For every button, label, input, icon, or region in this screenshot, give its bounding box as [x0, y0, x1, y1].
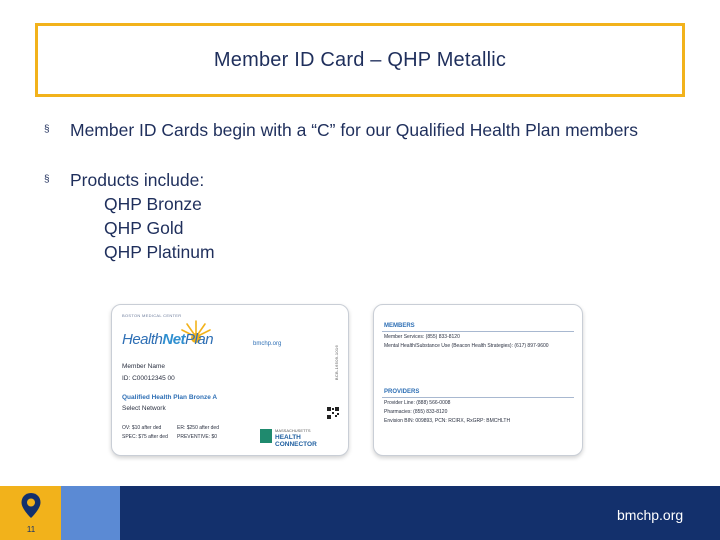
page-number: 11: [26, 525, 36, 534]
member-services-line: Member Services: (855) 833-8120: [384, 334, 460, 340]
card-vertical-code: BCB-16509-1016: [334, 345, 339, 381]
health-net-plan-logo: HealthNetPlan: [122, 331, 214, 348]
bullet-mark: §: [44, 124, 50, 135]
health-connector-logo: MASSACHUSETTS HEALTH CONNECTOR: [260, 427, 314, 447]
product-item: QHP Gold: [104, 218, 184, 238]
title-box: [35, 23, 685, 97]
id-card-back: [373, 304, 583, 456]
provider-line: Provider Line: (888) 566-0008: [384, 400, 451, 406]
bullet-text: Products include:: [70, 170, 205, 190]
bullet-mark: §: [44, 174, 50, 185]
card-small-header: BOSTON MEDICAL CENTER: [122, 313, 182, 318]
id-card-front: [111, 304, 349, 456]
copay-ov: OV: $10 after ded: [122, 425, 162, 431]
product-list: [104, 192, 660, 264]
qr-code-icon: [327, 407, 339, 419]
divider: [382, 331, 574, 332]
bullet-item: [44, 118, 684, 142]
card-url: bmchp.org: [253, 341, 282, 347]
footer-accent-light: [61, 486, 120, 540]
members-heading: MEMBERS: [384, 323, 415, 329]
providers-heading: PROVIDERS: [384, 389, 420, 395]
envision-line: Envision BIN: 009893, PCN: RCIRX, RxGRP: BMCHLTH: [384, 418, 511, 424]
bullet-text: Member ID Cards begin with a “C” for our Qualified Health Plan members: [70, 120, 638, 140]
divider: [382, 397, 574, 398]
copay-preventive: PREVENTIVE: $0: [177, 434, 218, 440]
network-name: Select Network: [122, 405, 166, 412]
product-item: QHP Platinum: [104, 242, 215, 262]
copay-er: ER: $250 after ded: [177, 425, 219, 431]
slide-title: Member ID Card – QHP Metallic: [213, 48, 507, 71]
product-item: QHP Bronze: [104, 194, 202, 214]
plan-name: Qualified Health Plan Bronze A: [122, 394, 218, 401]
member-name-label: Member Name: [122, 363, 165, 370]
member-id: ID: C00012345 00: [122, 375, 175, 382]
health-connector-icon: [260, 429, 272, 443]
bullet-list: [44, 118, 684, 264]
copay-spec: SPEC: $75 after ded: [122, 434, 168, 440]
pharmacies-line: Pharmacies: (855) 833-8120: [384, 409, 448, 415]
mental-health-line: Mental Health/Substance Use (Beacon Health Strategies): (617) 897-9600: [384, 343, 549, 349]
location-pin-icon: [20, 492, 42, 520]
footer-url[interactable]: bmchp.org: [617, 507, 684, 523]
bullet-item: [44, 168, 684, 264]
